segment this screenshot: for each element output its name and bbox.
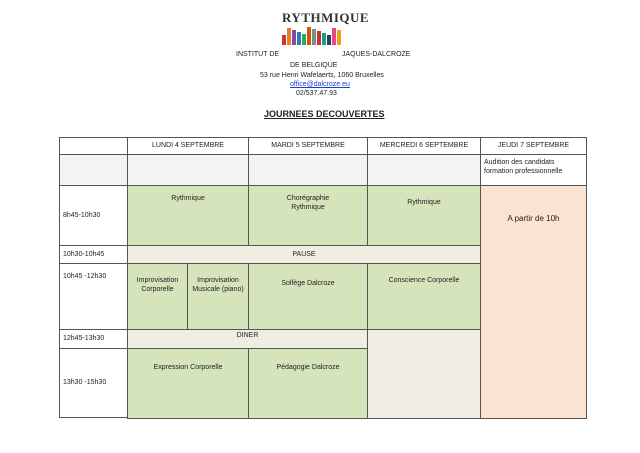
time-slot-4: 12h45-13h30 (59, 329, 128, 349)
time-slot-2: 10h30-10h45 (59, 245, 128, 264)
logo-bar (317, 31, 321, 45)
blank-cell (248, 154, 368, 186)
logo-bar (287, 28, 291, 45)
institute-logo (268, 10, 388, 50)
pause-row: PAUSE (127, 245, 481, 264)
time-slot-3: 10h45 -12h30 (59, 263, 128, 330)
logo-bar (322, 33, 326, 45)
blank-cell (367, 154, 481, 186)
header-institut: INSTITUT DE (236, 51, 280, 58)
logo-bar (297, 32, 301, 45)
blank-cell (59, 154, 128, 186)
logo-bar (337, 30, 341, 45)
time-slot-5: 13h30 -15h30 (59, 348, 128, 418)
header-address: 53 rue Henri Wafelaerts, 1060 Bruxelles (260, 72, 384, 79)
day-header-jeudi: JEUDI 7 SEPTEMBRE (480, 137, 587, 155)
diner-row: DINER (127, 329, 368, 349)
logo-bar (302, 34, 306, 45)
session-rythmique-lundi: Rythmique (127, 185, 249, 246)
session-expression: Expression Corporelle (127, 348, 249, 419)
logo-bar (282, 35, 286, 45)
header-email-link[interactable]: office@dalcroze.eu (290, 81, 350, 88)
header-belgique: DE BELGIQUE (290, 62, 338, 69)
session-improvisation-corporelle: Improvisation Corporelle (127, 263, 188, 330)
session-pedagogie: Pédagogie Dalcroze (248, 348, 368, 419)
time-slot-1: 8h45-10h30 (59, 185, 128, 246)
header-phone: 02/537.47.93 (296, 90, 337, 97)
page-title: JOURNEES DECOUVERTES (264, 109, 385, 119)
logo-color-bars (282, 27, 346, 45)
day-header-mercredi: MERCREDI 6 SEPTEMBRE (367, 137, 481, 155)
jeudi-afternoon-slot: A partir de 10h (480, 185, 587, 419)
session-choregraphie: Chorégraphie Rythmique (248, 185, 368, 246)
header-jaques: JAQUES-DALCROZE (342, 51, 411, 58)
blank-cell (127, 154, 249, 186)
session-conscience: Conscience Corporelle (367, 263, 481, 330)
mercredi-afternoon-empty (367, 329, 481, 419)
logo-bar (327, 35, 331, 45)
session-improvisation-musicale: Improvisation Musicale (piano) (187, 263, 249, 330)
logo-bar (312, 29, 316, 45)
session-rythmique-mercredi: Rythmique (367, 185, 481, 246)
logo-bar (332, 28, 336, 45)
session-solfege: Solfège Dalcroze (248, 263, 368, 330)
jeudi-audition-note: Audition des candidats formation professionnelle (480, 154, 587, 186)
day-header-mardi: MARDI 5 SEPTEMBRE (248, 137, 368, 155)
logo-bar (307, 27, 311, 45)
logo-bar (292, 30, 296, 45)
day-header-lundi: LUNDI 4 SEPTEMBRE (127, 137, 249, 155)
header-corner (59, 137, 128, 155)
logo-wordmark: RYTHMIQUE (282, 10, 370, 25)
